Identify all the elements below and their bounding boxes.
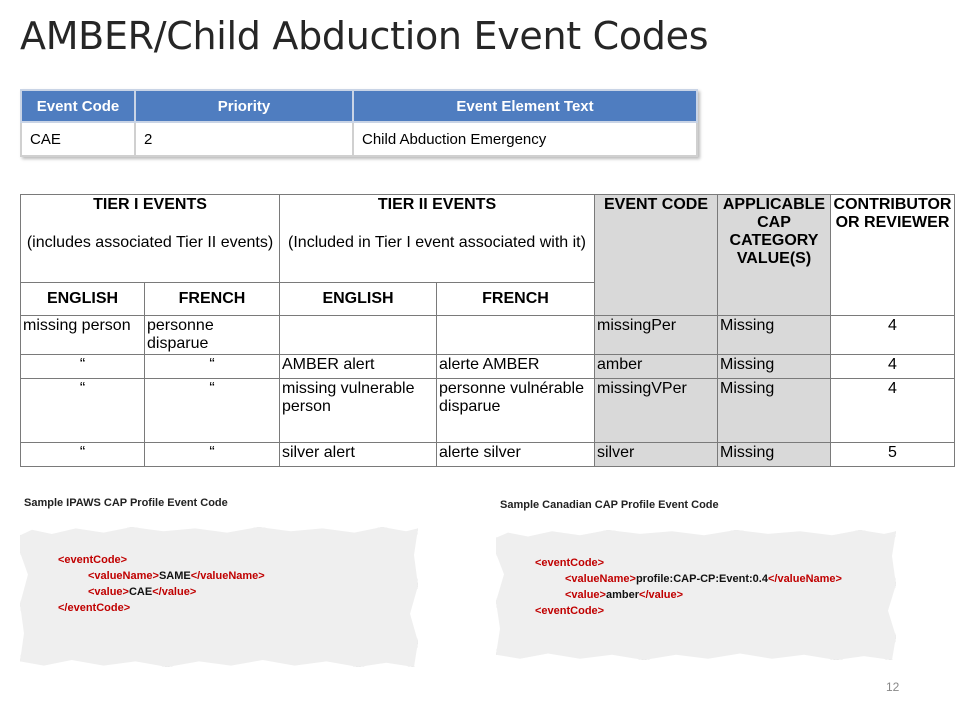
cell-cap: Missing	[718, 443, 831, 467]
canadian-xml-snippet	[535, 555, 842, 619]
xml-tag: </valueName>	[190, 570, 265, 582]
cell-t1-en: “	[21, 355, 145, 379]
tier2-title: TIER II EVENTS	[377, 196, 497, 213]
xml-tag: <valueName>	[565, 573, 636, 585]
cell-cap: Missing	[718, 316, 831, 355]
cell-t2-fr: alerte AMBER	[437, 355, 595, 379]
cell-t2-en: AMBER alert	[280, 355, 437, 379]
table-row	[21, 316, 955, 355]
cell-event-code: CAE	[21, 122, 135, 156]
cell-contrib: 4	[831, 316, 955, 355]
xml-tag: <value>	[565, 589, 606, 601]
cell-t1-en: “	[21, 443, 145, 467]
cell-t1-en: “	[21, 379, 145, 443]
xml-tag: <eventCode>	[535, 605, 605, 617]
cell-cap: Missing	[718, 379, 831, 443]
xml-tag: </eventCode>	[58, 602, 131, 614]
cell-t2-fr: personne vulnérable disparue	[437, 379, 595, 443]
xml-value: amber	[605, 589, 640, 601]
tier1-french-header: FRENCH	[145, 283, 280, 316]
event-code-header: EVENT CODE	[595, 195, 718, 316]
tier1-title: TIER I EVENTS	[93, 196, 207, 213]
xml-tag: <value>	[88, 586, 129, 598]
tier2-subtitle: (Included in Tier I event associated with it)	[288, 234, 586, 251]
tier2-french-header: FRENCH	[437, 283, 595, 316]
table-row	[21, 443, 955, 467]
table-row	[21, 355, 955, 379]
xml-value: profile:CAP-CP:Event:0.4	[635, 573, 768, 585]
cell-code: silver	[595, 443, 718, 467]
cell-t2-fr: alerte silver	[437, 443, 595, 467]
cell-code: missingVPer	[595, 379, 718, 443]
tier1-header	[21, 195, 280, 283]
cell-t1-fr: “	[145, 355, 280, 379]
canadian-sample-label: Sample Canadian CAP Profile Event Code	[500, 499, 719, 511]
xml-tag: <eventCode>	[535, 557, 605, 569]
header-event-element-text: Event Element Text	[353, 90, 697, 122]
cell-t1-fr: “	[145, 379, 280, 443]
cell-priority: 2	[135, 122, 353, 156]
event-code-table	[20, 89, 698, 157]
cell-t1-fr: “	[145, 443, 280, 467]
ipaws-sample-label: Sample IPAWS CAP Profile Event Code	[24, 497, 228, 509]
ipaws-xml-snippet	[58, 552, 265, 616]
cell-code: amber	[595, 355, 718, 379]
tier1-subtitle: (includes associated Tier II events)	[26, 234, 274, 251]
cell-t2-en	[280, 316, 437, 355]
xml-tag: <valueName>	[88, 570, 159, 582]
cell-contrib: 4	[831, 355, 955, 379]
tier1-english-header: ENGLISH	[21, 283, 145, 316]
page-number: 12	[886, 680, 900, 694]
xml-value: SAME	[158, 570, 191, 582]
tier2-english-header: ENGLISH	[280, 283, 437, 316]
cap-category-header: APPLICABLE CAP CATEGORY VALUE(S)	[718, 195, 831, 316]
header-priority: Priority	[135, 90, 353, 122]
xml-value: CAE	[128, 586, 153, 598]
cell-t2-en: missing vulnerable person	[280, 379, 437, 443]
cell-contrib: 4	[831, 379, 955, 443]
tier2-header	[280, 195, 595, 283]
cell-code: missingPer	[595, 316, 718, 355]
xml-tag: </value>	[639, 589, 684, 601]
table-header-row	[21, 90, 697, 122]
cell-t1-en: missing person	[21, 316, 145, 355]
table-row	[21, 122, 697, 156]
cell-t2-fr	[437, 316, 595, 355]
cell-event-element-text: Child Abduction Emergency	[353, 122, 697, 156]
xml-tag: <eventCode>	[58, 554, 128, 566]
xml-tag: </valueName>	[767, 573, 842, 585]
tier-events-table	[20, 194, 955, 467]
contributor-header: CONTRIBUTOR OR REVIEWER	[831, 195, 955, 316]
xml-tag: </value>	[152, 586, 197, 598]
cell-cap: Missing	[718, 355, 831, 379]
cell-t2-en: silver alert	[280, 443, 437, 467]
header-event-code: Event Code	[21, 90, 135, 122]
cell-contrib: 5	[831, 443, 955, 467]
table-row	[21, 379, 955, 443]
page-title: AMBER/Child Abduction Event Codes	[20, 14, 709, 58]
cell-t1-fr: personne disparue	[145, 316, 280, 355]
